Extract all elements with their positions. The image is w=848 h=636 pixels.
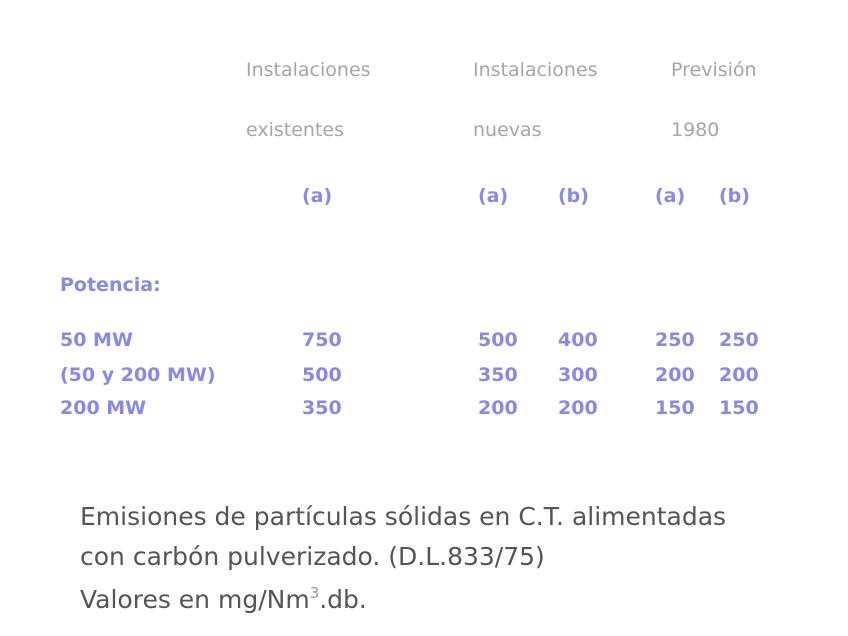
row-label: 200 MW [60,397,147,419]
header-prevision-line2: 1980 [671,119,720,141]
caption-line1: Emisiones de partículas sólidas en C.T. alimentadas [80,502,727,531]
table-cell: 200 [478,397,518,419]
caption-line3 [80,584,367,616]
caption-line3-suffix: .db. [319,585,367,614]
header-nuevas-line1: Instalaciones [473,59,598,81]
header-existentes-line1: Instalaciones [246,59,371,81]
table-cell: 250 [719,329,759,351]
subheader-nuevas-b: (b) [558,185,589,207]
potencia-label: Potencia: [60,274,161,296]
header-existentes-line2: existentes [246,119,344,141]
subheader-prevision-a: (a) [655,185,686,207]
caption-line2: con carbón pulverizado. (D.L.833/75) [80,542,545,571]
row-label: (50 y 200 MW) [60,364,216,386]
table-cell: 300 [558,364,598,386]
table-cell: 350 [302,397,342,419]
table-cell: 150 [655,397,695,419]
table-cell: 250 [655,329,695,351]
table-cell: 200 [558,397,598,419]
subheader-prevision-b: (b) [719,185,750,207]
table-cell: 750 [302,329,342,351]
row-label: 50 MW [60,329,133,351]
subheader-existentes-a: (a) [302,185,333,207]
table-cell: 400 [558,329,598,351]
table-cell: 350 [478,364,518,386]
table-cell: 500 [478,329,518,351]
header-nuevas-line2: nuevas [473,119,542,141]
table-cell: 500 [302,364,342,386]
caption-line3-text: Valores en mg/Nm [80,585,310,614]
table-cell: 200 [719,364,759,386]
table-cell: 200 [655,364,695,386]
caption-superscript: 3 [309,584,320,602]
table-cell: 150 [719,397,759,419]
subheader-nuevas-a: (a) [478,185,509,207]
header-prevision-line1: Previsión [671,59,757,81]
